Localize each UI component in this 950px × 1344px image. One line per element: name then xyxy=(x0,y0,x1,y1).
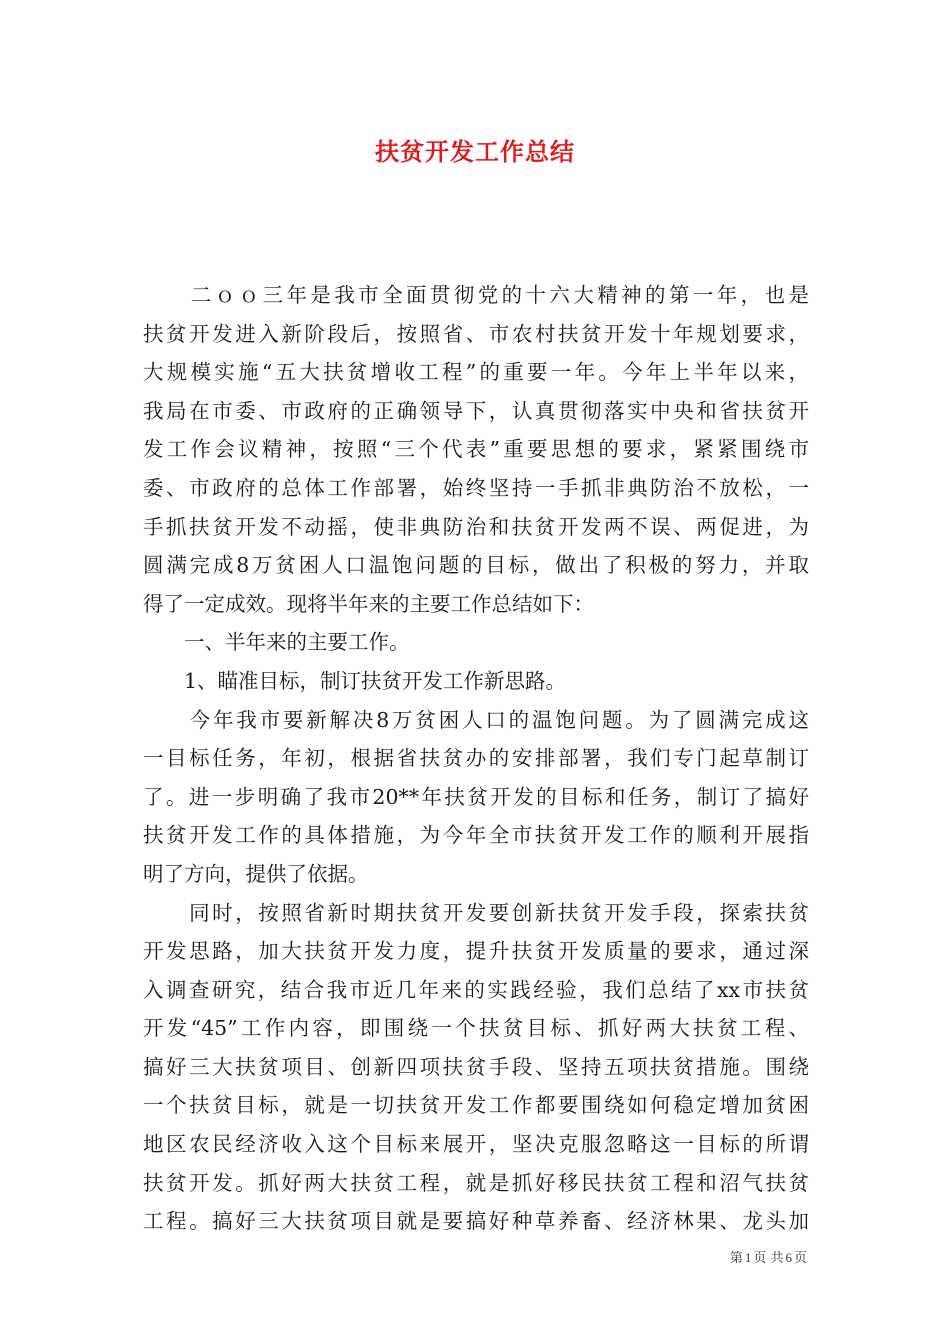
body-line: 委、市政府的总体工作部署，始终坚持一手抓非典防治不放松，一 xyxy=(143,475,809,500)
body-line: 扶贫开发工作的具体措施，为今年全市扶贫开发工作的顺利开展指 xyxy=(143,823,809,848)
body-line: 扶贫开发进入新阶段后，按照省、市农村扶贫开发十年规划要求， xyxy=(143,321,809,346)
body-line: 一目标任务，年初，根据省扶贫办的安排部署，我们专门起草制订 xyxy=(143,746,809,771)
current-page-number: 1 xyxy=(744,1250,752,1265)
body-line: 开发思路，加大扶贫开发力度，提升扶贫开发质量的要求，通过深 xyxy=(143,939,809,964)
body-line: 圆满完成8万贫困人口温饱问题的目标，做出了积极的努力，并取 xyxy=(143,553,809,578)
body-line: 大规模实施“五大扶贫增收工程”的重要一年。今年上半年以来， xyxy=(143,360,809,385)
footer-suffix: 页 xyxy=(793,1251,807,1266)
body-line: 二ｏｏ三年是我市全面贯彻党的十六大精神的第一年，也是 xyxy=(143,283,809,307)
body-line: 得了一定成效。现将半年来的主要工作总结如下： xyxy=(143,591,594,616)
body-line: 入调查研究，结合我市近几年来的实践经验，我们总结了xx市扶贫 xyxy=(143,977,809,1002)
body-line: 地区农民经济收入这个目标来展开，坚决克服忽略这一目标的所谓 xyxy=(143,1132,809,1157)
body-line: 一、半年来的主要工作。 xyxy=(143,630,410,655)
body-line: 我局在市委、市政府的正确领导下，认真贯彻落实中央和省扶贫开 xyxy=(143,398,809,423)
body-line: 工程。搞好三大扶贫项目就是要搞好种草养畜、经济林果、龙头加 xyxy=(143,1209,809,1234)
body-line: 手抓扶贫开发不动摇，使非典防治和扶贫开发两不误、两促进，为 xyxy=(143,514,809,539)
body-line: 扶贫开发。抓好两大扶贫工程，就是抓好移民扶贫工程和沼气扶贫 xyxy=(143,1170,809,1195)
body-line: 了。进一步明确了我市20**年扶贫开发的目标和任务，制订了搞好 xyxy=(143,784,809,809)
body-line: 开发“45”工作内容，即围绕一个扶贫目标、抓好两大扶贫工程、 xyxy=(143,1016,809,1041)
document-body xyxy=(143,276,809,1241)
body-line: 搞好三大扶贫项目、创新四项扶贫手段、坚持五项扶贫措施。围绕 xyxy=(143,1054,809,1079)
total-pages-number: 6 xyxy=(785,1250,792,1265)
document-title: 扶贫开发工作总结 xyxy=(375,137,575,166)
body-line: 发工作会议精神，按照“三个代表”重要思想的要求，紧紧围绕市 xyxy=(143,437,809,462)
footer-middle: 页 共 xyxy=(753,1251,784,1266)
body-line: 1、瞄准目标，制订扶贫开发工作新思路。 xyxy=(143,668,567,693)
body-line: 一个扶贫目标，就是一切扶贫开发工作都要围绕如何稳定增加贫困 xyxy=(143,1093,809,1118)
page-footer xyxy=(730,1247,807,1266)
body-line: 同时，按照省新时期扶贫开发要创新扶贫开发手段，探索扶贫 xyxy=(143,900,809,925)
body-line: 今年我市要新解决8万贫困人口的温饱问题。为了圆满完成这 xyxy=(143,707,809,732)
footer-prefix: 第 xyxy=(729,1251,743,1266)
body-line: 明了方向，提供了依据。 xyxy=(143,861,369,886)
